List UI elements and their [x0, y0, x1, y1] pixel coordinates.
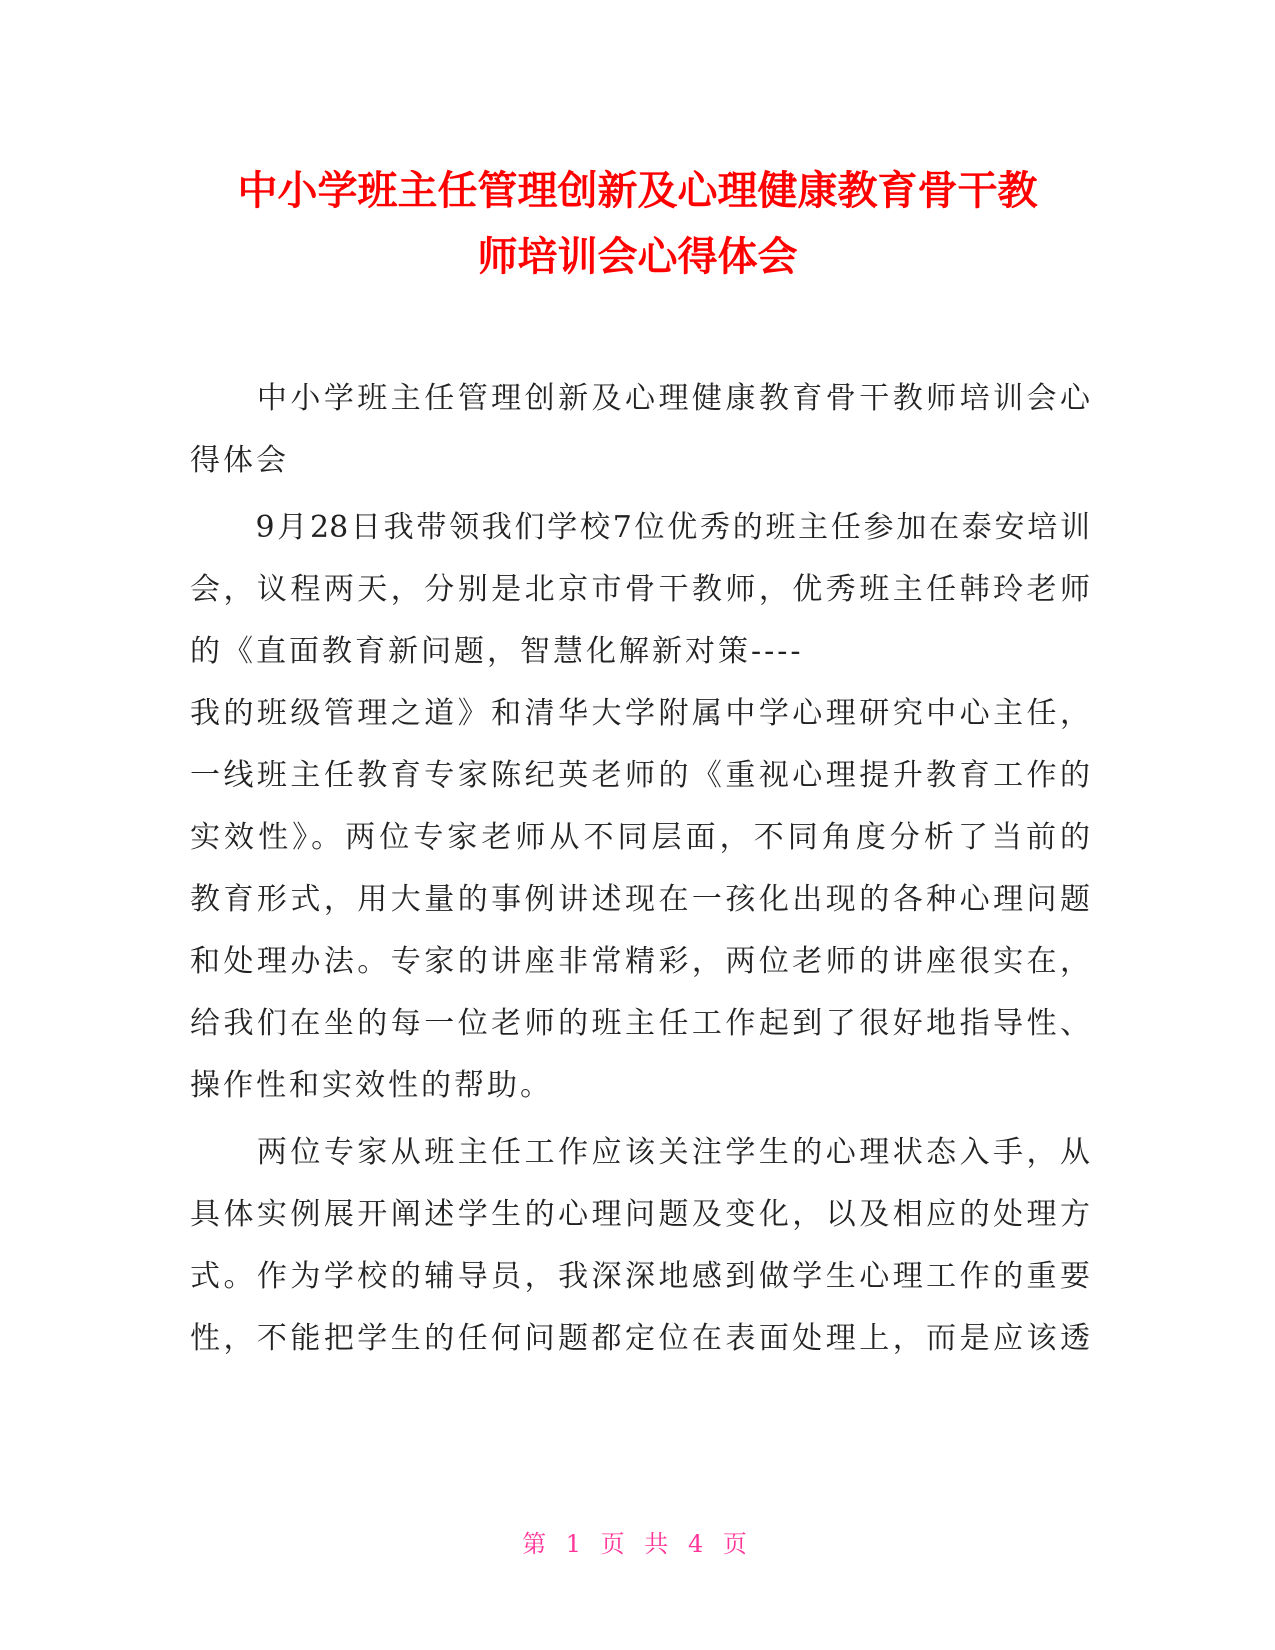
text-line: 实效性》。两位专家老师从不同层面，不同角度分析了当前的	[190, 820, 1090, 855]
title-line: 师培训会心得体会	[477, 234, 798, 280]
text-line: 我的班级管理之道》和清华大学附属中学心理研究中心主任，	[190, 696, 1090, 731]
text-line: 得体会	[190, 443, 289, 478]
text-line: 性，不能把学生的任何问题都定位在表面处理上，而是应该透	[190, 1321, 1090, 1356]
text-line: 一线班主任教育专家陈纪英老师的《重视心理提升教育工作的	[190, 758, 1090, 793]
paragraph	[190, 1122, 1090, 1370]
text-line: 会，议程两天，分别是北京市骨干教师，优秀班主任韩玲老师	[190, 572, 1090, 607]
text-line: 式。作为学校的辅导员，我深深地感到做学生心理工作的重要	[190, 1259, 1090, 1294]
text-line: 9月28日我带领我们学校7位优秀的班主任参加在泰安培训	[190, 510, 1090, 545]
text-line: 中小学班主任管理创新及心理健康教育骨干教师培训会心	[190, 381, 1090, 416]
text-line: 两位专家从班主任工作应该关注学生的心理状态入手，从	[190, 1135, 1090, 1170]
page-footer: 第 1 页 共 4 页	[522, 1530, 753, 1558]
paragraph	[190, 497, 1090, 1117]
text-line: 具体实例展开阐述学生的心理问题及变化，以及相应的处理方	[190, 1197, 1090, 1232]
text-line: 和处理办法。专家的讲座非常精彩，两位老师的讲座很实在，	[190, 944, 1090, 979]
document-title	[190, 158, 1085, 290]
text-line: 的《直面教育新问题，智慧化解新对策----	[190, 634, 804, 669]
document-body	[190, 368, 1090, 1375]
paragraph	[190, 368, 1090, 492]
text-line: 给我们在坐的每一位老师的班主任工作起到了很好地指导性、	[190, 1006, 1090, 1041]
title-line: 中小学班主任管理创新及心理健康教育骨干教	[237, 168, 1038, 214]
text-line: 教育形式，用大量的事例讲述现在一孩化出现的各种心理问题	[190, 882, 1090, 917]
text-line: 操作性和实效性的帮助。	[190, 1068, 553, 1103]
